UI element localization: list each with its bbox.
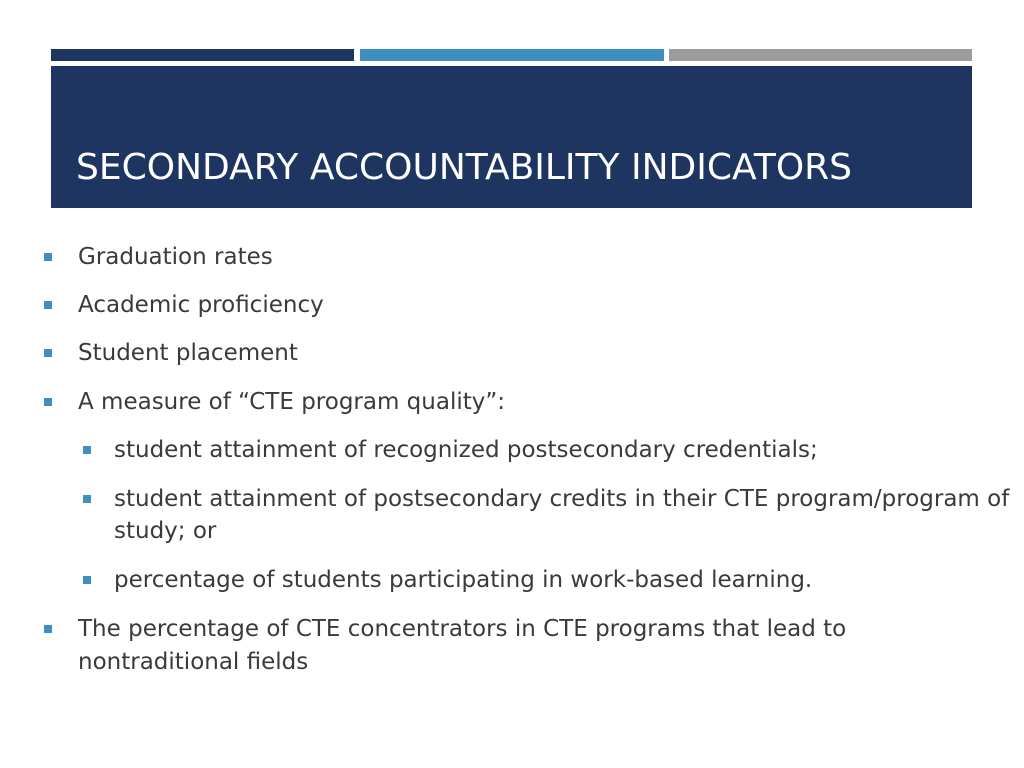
bullet-text: A measure of “CTE program quality”: [78, 389, 506, 415]
square-bullet-icon [44, 625, 52, 633]
bullet-text: nontraditional fields [78, 649, 309, 675]
bullet-text: percentage of students participating in work-based learning. [114, 567, 813, 593]
slide-title: SECONDARY ACCOUNTABILITY INDICATORS [76, 147, 853, 188]
square-bullet-icon [44, 349, 52, 357]
bullet-text: Student placement [78, 340, 298, 366]
bullet-text: Graduation rates [78, 244, 273, 270]
bullet-text: The percentage of CTE concentrators in CTE programs that lead to [78, 616, 847, 642]
square-bullet-icon [44, 398, 52, 406]
bullet-text: Academic proficiency [78, 292, 324, 318]
bullet-text: student attainment of recognized postsecondary credentials; [114, 437, 818, 463]
bullet-text: student attainment of postsecondary credits in their CTE program/program of [114, 486, 1010, 512]
square-bullet-icon [83, 576, 91, 584]
bullet-text: study; or [114, 518, 217, 544]
square-bullet-icon [44, 301, 52, 309]
square-bullet-icon [44, 253, 52, 261]
square-bullet-icon [83, 495, 91, 503]
square-bullet-icon [83, 446, 91, 454]
